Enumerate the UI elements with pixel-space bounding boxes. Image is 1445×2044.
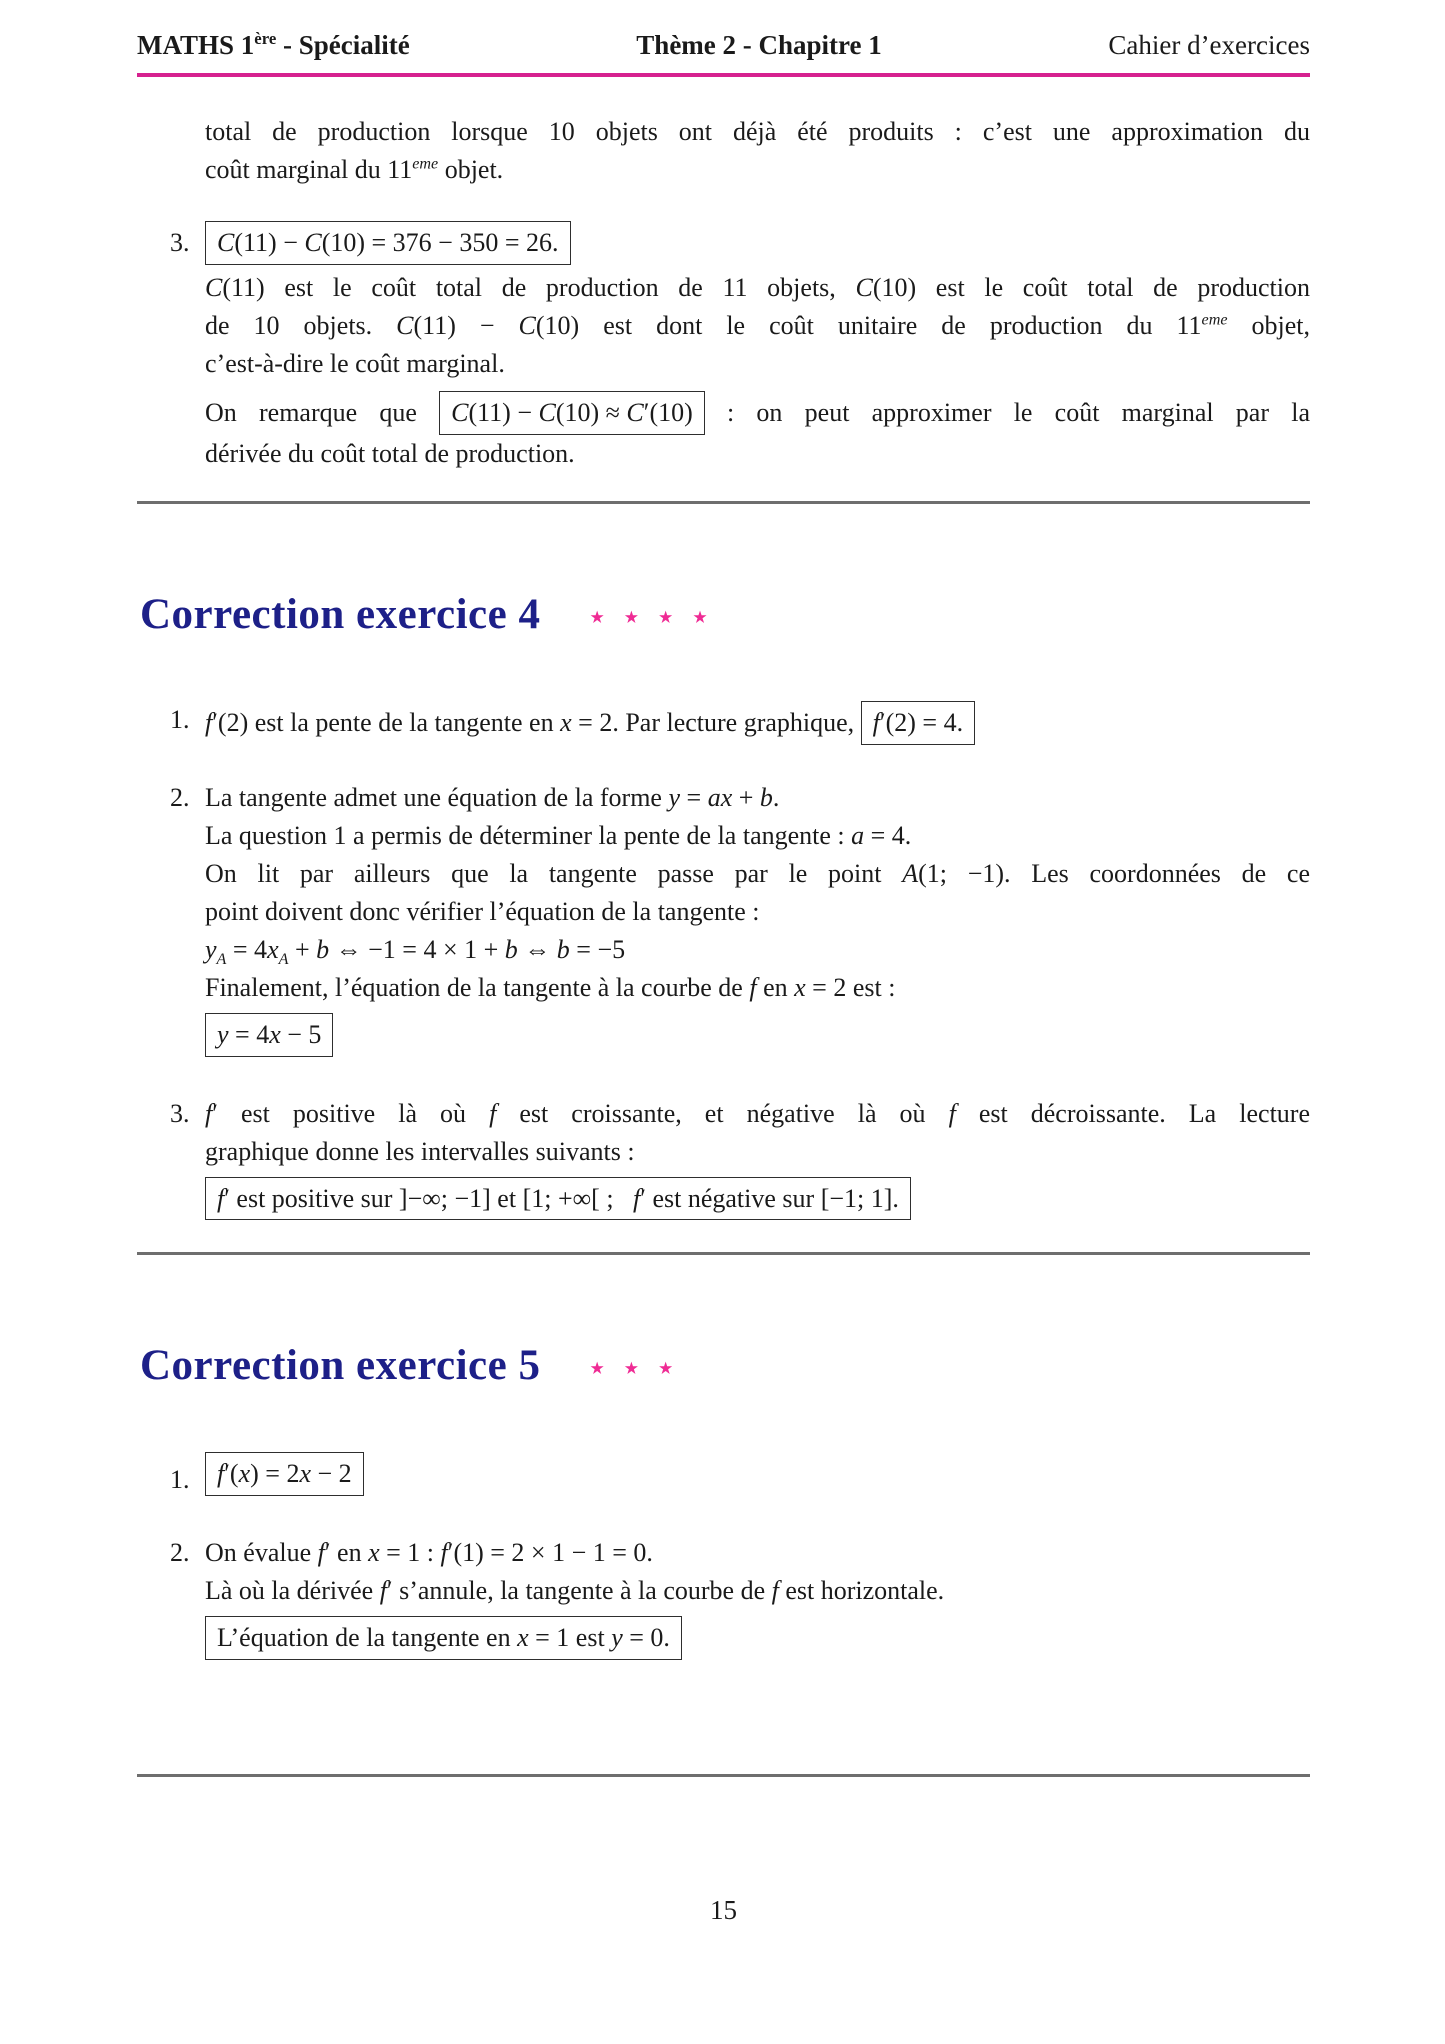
answer-box: y = 4x − 5: [205, 1013, 333, 1057]
text-line: point doivent donc vérifier l’équation de la tangente :: [205, 896, 760, 926]
header-chapter-title: Thème 2 - Chapitre 1: [636, 30, 882, 60]
text-line: On remarque que C(11) − C(10) ≈ C′(10) : on peut approximer le coût marginal par la: [205, 391, 1310, 435]
text-line: dérivée du coût total de production.: [205, 438, 575, 468]
item-content: [205, 701, 1310, 745]
item-number: 1.: [170, 704, 190, 734]
text-line: On lit par ailleurs que la tangente passe par le point A(1; −1). Les coordonnées de ce: [205, 858, 1310, 888]
boxed-answer-line: [205, 1452, 1310, 1496]
item-number: 2.: [170, 1538, 190, 1568]
list-item-2: [137, 1534, 1310, 1664]
item-content: [205, 1534, 1310, 1664]
text-line: total de production lorsque 10 objets ont déjà été produits : c’est une approximation du: [205, 117, 1310, 146]
list-item-3: [137, 215, 1310, 473]
list-item-1: [137, 1452, 1310, 1500]
item-number: 1.: [170, 1465, 190, 1495]
header-course-title: MATHS 1ère - Spécialité: [137, 29, 410, 60]
exercise-title: Correction exercice 5: [140, 1342, 541, 1390]
header-booklet-title: Cahier d’exercices: [1108, 30, 1310, 60]
text-line: La tangente admet une équation de la forme y = ax + b.: [205, 782, 780, 812]
item-content: [205, 215, 1310, 473]
text-line: Finalement, l’équation de la tangente à la courbe de f en x = 2 est :: [205, 972, 896, 1002]
text-line: C(11) est le coût total de production de 11 objets, C(10) est le coût total de production: [205, 272, 1311, 302]
remark-paragraph: [205, 391, 1310, 473]
item-number: 3.: [170, 228, 190, 257]
answer-box: f′ est positive sur ]−∞; −1] et [1; +∞[ ; f′ est négative sur [−1; 1].: [205, 1177, 911, 1221]
exercise-4-heading: [140, 590, 1310, 639]
section-divider: [137, 501, 1310, 504]
exercise-4-body: [137, 701, 1310, 1225]
answer-box: C(11) − C(10) = 376 − 350 = 26.: [205, 221, 571, 265]
boxed-answer-line: [205, 221, 1310, 265]
list-item-2: [137, 779, 1310, 1061]
text-line: On évalue f′ en x = 1 : f′(1) = 2 × 1 − 1 = 0.: [205, 1538, 653, 1568]
item-content: [205, 1095, 1310, 1225]
answer-box: L’équation de la tangente en x = 1 est y = 0.: [205, 1616, 682, 1660]
footer-divider: [137, 1774, 1310, 1777]
text-line: coût marginal du 11eme objet.: [205, 155, 504, 184]
page-number: 15: [710, 1895, 737, 1926]
intro-paragraph: [205, 113, 1310, 189]
text-line: de 10 objets. C(11) − C(10) est dont le coût unitaire de production du 11eme objet,: [205, 310, 1310, 340]
exercise-title: Correction exercice 4: [140, 590, 541, 638]
item-number: 2.: [170, 782, 190, 812]
text-line: Là où la dérivée f′ s’annule, la tangente à la courbe de f est horizontale.: [205, 1576, 945, 1606]
answer-box: f′(x) = 2x − 2: [205, 1452, 364, 1496]
exercise-5-body: [137, 1452, 1310, 1664]
page-footer: [137, 1895, 1310, 1926]
boxed-answer-line: [205, 1013, 1310, 1057]
difficulty-stars: ⋆⋆⋆: [586, 1348, 690, 1389]
boxed-answer-line: [205, 1177, 1310, 1221]
boxed-answer-line: [205, 1616, 1310, 1660]
text-line: f′ est positive là où f est croissante, et négative là où f est décroissante. La lecture: [205, 1098, 1310, 1128]
section-divider: [137, 1252, 1310, 1255]
item-content: [205, 779, 1310, 1061]
exercise-5-heading: [140, 1341, 1310, 1390]
header-rule: [137, 73, 1310, 77]
item-number: 3.: [170, 1098, 190, 1128]
text-line: f′(2) est la pente de la tangente en x = 2. Par lecture graphique, f′(2) = 4.: [205, 701, 1310, 745]
text-line: $y_A = 4x_A + b$ ⇔ −1 = 4 × 1 + b ⇔ b = −5: [205, 934, 626, 968]
text-line: graphique donne les intervalles suivants :: [205, 1136, 635, 1166]
list-item-3: [137, 1095, 1310, 1225]
list-item-1: [137, 701, 1310, 745]
item-content: [205, 1452, 1310, 1500]
text-line: c’est-à-dire le coût marginal.: [205, 348, 505, 378]
text-line: La question 1 a permis de déterminer la pente de la tangente : a = 4.: [205, 820, 912, 850]
page-header: [137, 30, 1310, 61]
difficulty-stars: ⋆⋆⋆⋆: [586, 596, 724, 637]
